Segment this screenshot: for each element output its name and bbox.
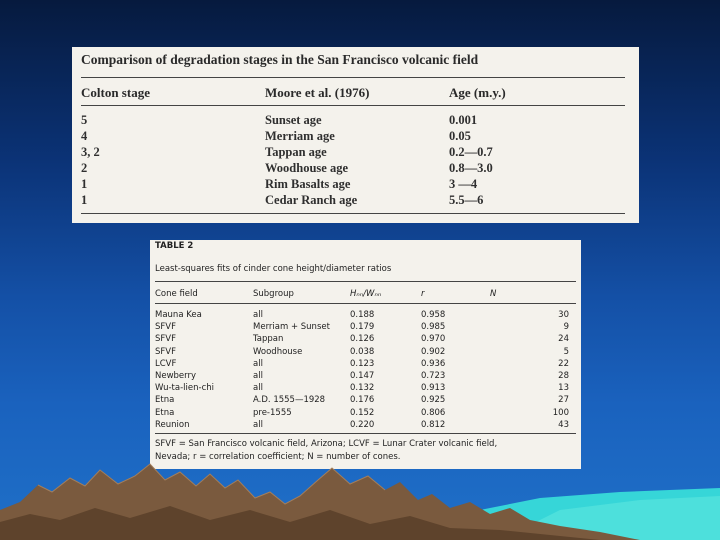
table1-cell-stage: 1 bbox=[81, 177, 88, 191]
table2-row bbox=[150, 420, 581, 431]
table2-cell-r: 0.970 bbox=[421, 334, 446, 345]
table2-cell-r: 0.925 bbox=[421, 395, 446, 406]
cinder-cone-table bbox=[150, 240, 581, 469]
table1-cell-age: 0.001 bbox=[449, 113, 478, 127]
table2-cell-subgroup: all bbox=[253, 358, 263, 369]
table2-cell-ratio: 0.220 bbox=[350, 419, 375, 430]
mountain-landscape-illustration bbox=[0, 440, 720, 540]
table2-header-ratio: Hₙₙ/Wₙₙ bbox=[350, 289, 382, 299]
table1-header-age: Age (m.y.) bbox=[449, 85, 506, 100]
table2-cell-ratio: 0.179 bbox=[350, 322, 375, 333]
table2-cell-r: 0.723 bbox=[421, 371, 446, 381]
table2-row bbox=[150, 334, 581, 345]
table2-cell-subgroup: all bbox=[253, 383, 263, 394]
table2-cell-n: 5 bbox=[563, 346, 569, 357]
table2-cell-field: SFVF bbox=[155, 322, 176, 333]
table2-row bbox=[150, 383, 581, 394]
table1-cell-age: 3 —4 bbox=[449, 177, 478, 191]
table1-cell-moore-name: Rim Basalts age bbox=[265, 177, 351, 191]
table2-row bbox=[150, 310, 581, 321]
table2-header-rule bbox=[155, 303, 576, 304]
table2-cell-r: 0.806 bbox=[421, 407, 446, 418]
table2-row bbox=[150, 322, 581, 333]
table2-cell-subgroup: Merriam + Sunset bbox=[253, 322, 330, 333]
table1-cell-moore-name: Tappan age bbox=[265, 145, 327, 159]
table2-cell-field: Wu-ta-lien-chi bbox=[155, 383, 214, 394]
table2-cell-r: 0.985 bbox=[421, 322, 446, 333]
table2-row bbox=[150, 395, 581, 406]
table1-cell-stage: 1 bbox=[81, 193, 88, 207]
table2-cell-subgroup: A.D. 1555—1928 bbox=[253, 395, 326, 406]
table2-label: TABLE 2 bbox=[155, 241, 194, 251]
table2-footnote-2: Nevada; r = correlation coefficient; N = number of cones. bbox=[155, 452, 401, 462]
table2-row bbox=[150, 359, 581, 370]
table2-cell-field: SFVF bbox=[155, 346, 176, 357]
table1-row bbox=[72, 145, 639, 160]
table1-row bbox=[72, 129, 639, 144]
table2-cell-ratio: 0.123 bbox=[350, 358, 375, 369]
table2-cell-field: Etna bbox=[155, 395, 175, 406]
table2-cell-ratio: 0.132 bbox=[350, 383, 375, 394]
table2-cell-subgroup: all bbox=[253, 371, 263, 381]
table2-cell-n: 13 bbox=[558, 383, 569, 394]
table1-row bbox=[72, 113, 639, 128]
table1-row bbox=[72, 193, 639, 208]
table2-header-subgroup: Subgroup bbox=[253, 289, 294, 299]
table2-cell-subgroup: all bbox=[253, 419, 263, 430]
table2-cell-field: SFVF bbox=[155, 334, 176, 345]
table2-cell-subgroup: all bbox=[253, 310, 263, 320]
table2-cell-ratio: 0.126 bbox=[350, 334, 375, 345]
table1-cell-moore-name: Sunset age bbox=[265, 113, 322, 127]
table2-row bbox=[150, 371, 581, 382]
table2-caption: Least-squares fits of cinder cone height/diameter ratios bbox=[155, 264, 392, 274]
table2-cell-r: 0.902 bbox=[421, 346, 446, 357]
table2-cell-field: Etna bbox=[155, 407, 175, 418]
table2-cell-ratio: 0.176 bbox=[350, 395, 375, 406]
table2-header-r: r bbox=[421, 289, 425, 299]
table1-title: Comparison of degradation stages in the San Francisco volcanic field bbox=[81, 52, 479, 67]
degradation-stages-table bbox=[72, 47, 639, 223]
table2-cell-n: 22 bbox=[558, 358, 569, 369]
table1-cell-moore-name: Merriam age bbox=[265, 129, 335, 143]
table2-cell-n: 100 bbox=[552, 407, 569, 418]
table2-cell-subgroup: Woodhouse bbox=[253, 346, 303, 357]
table2-cell-subgroup: pre-1555 bbox=[253, 407, 292, 418]
table2-cell-n: 24 bbox=[558, 334, 569, 345]
table1-cell-moore-name: Cedar Ranch age bbox=[265, 193, 358, 207]
table2-cell-field: Mauna Kea bbox=[155, 310, 202, 320]
table1-cell-age: 0.2—0.7 bbox=[449, 145, 493, 159]
table2-footnote-1: SFVF = San Francisco volcanic field, Arizona; LCVF = Lunar Crater volcanic field, bbox=[155, 439, 498, 449]
table1-cell-stage: 4 bbox=[81, 129, 88, 143]
table1-header-moore: Moore et al. (1976) bbox=[265, 85, 370, 100]
table2-cell-n: 30 bbox=[558, 310, 569, 320]
table1-cell-stage: 2 bbox=[81, 161, 88, 175]
table1-cell-age: 0.8—3.0 bbox=[449, 161, 493, 175]
table2-cell-ratio: 0.152 bbox=[350, 407, 375, 418]
table2-cell-r: 0.913 bbox=[421, 383, 446, 394]
table2-cell-field: Reunion bbox=[155, 419, 190, 430]
table2-cell-ratio: 0.147 bbox=[350, 371, 375, 381]
table2-cell-n: 43 bbox=[558, 419, 569, 430]
table1-row bbox=[72, 161, 639, 176]
table1-cell-age: 5.5—6 bbox=[449, 193, 484, 207]
table1-header-stage: Colton stage bbox=[81, 85, 150, 100]
table1-cell-age: 0.05 bbox=[449, 129, 471, 143]
table2-cell-field: LCVF bbox=[155, 358, 177, 369]
table2-cell-r: 0.936 bbox=[421, 358, 446, 369]
table1-top-rule bbox=[81, 77, 625, 78]
table2-header-n: N bbox=[490, 289, 497, 299]
table2-row bbox=[150, 347, 581, 358]
table2-row bbox=[150, 408, 581, 419]
table2-cell-field: Newberry bbox=[155, 371, 197, 381]
table1-bottom-rule bbox=[81, 213, 625, 214]
table2-cell-ratio: 0.038 bbox=[350, 346, 375, 357]
table2-cell-r: 0.812 bbox=[421, 419, 446, 430]
table2-cell-ratio: 0.188 bbox=[350, 310, 375, 320]
table1-cell-stage: 5 bbox=[81, 113, 88, 127]
table2-header-field: Cone field bbox=[155, 289, 198, 299]
table2-cell-n: 27 bbox=[558, 395, 569, 406]
table1-row bbox=[72, 177, 639, 192]
table1-cell-moore-name: Woodhouse age bbox=[265, 161, 349, 175]
table1-header-rule bbox=[81, 105, 625, 106]
table2-top-rule bbox=[155, 281, 576, 282]
table2-cell-r: 0.958 bbox=[421, 310, 446, 320]
table2-cell-n: 28 bbox=[558, 371, 569, 381]
table1-cell-stage: 3, 2 bbox=[81, 145, 100, 159]
table2-bottom-rule bbox=[155, 433, 576, 434]
table2-cell-subgroup: Tappan bbox=[253, 334, 284, 345]
table2-cell-n: 9 bbox=[563, 322, 569, 333]
